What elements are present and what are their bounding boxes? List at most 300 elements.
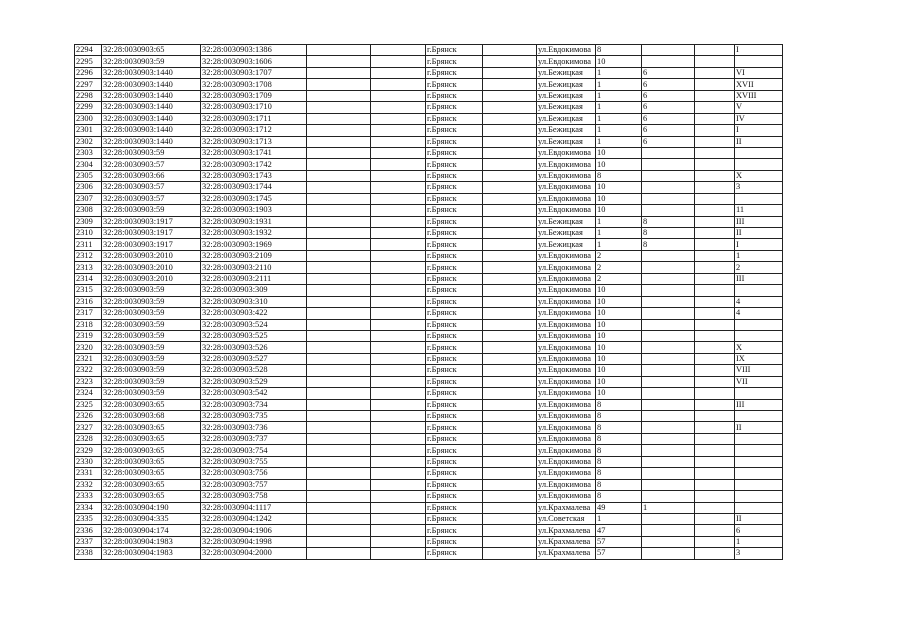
empty-cell-a <box>307 250 371 261</box>
city-cell: г.Брянск <box>426 319 483 330</box>
empty-cell-c <box>483 182 537 193</box>
empty-cell-b <box>371 433 426 444</box>
empty-cell-b <box>371 319 426 330</box>
city-cell: г.Брянск <box>426 388 483 399</box>
city-cell: г.Брянск <box>426 365 483 376</box>
row-number-cell: 2335 <box>75 513 102 524</box>
empty-cell-b <box>371 411 426 422</box>
parent-cadastral-number-cell: 32:28:0030903:1440 <box>102 79 201 90</box>
table-row <box>75 308 783 319</box>
register-table <box>74 44 783 560</box>
apartment-cell <box>735 285 783 296</box>
parent-cadastral-number-cell: 32:28:0030903:65 <box>102 433 201 444</box>
cadastral-number-cell: 32:28:0030903:754 <box>201 445 307 456</box>
cadastral-number-cell: 32:28:0030903:2110 <box>201 262 307 273</box>
parent-cadastral-number-cell: 32:28:0030903:59 <box>102 388 201 399</box>
row-number-cell: 2318 <box>75 319 102 330</box>
empty-cell-a <box>307 113 371 124</box>
empty-cell-c <box>483 159 537 170</box>
city-cell: г.Брянск <box>426 262 483 273</box>
empty-cell-b <box>371 376 426 387</box>
house-number-cell: 47 <box>596 525 642 536</box>
empty-cell-a <box>307 479 371 490</box>
cadastral-number-cell: 32:28:0030903:2111 <box>201 273 307 284</box>
empty-cell-c <box>483 67 537 78</box>
empty-cell-a <box>307 205 371 216</box>
table-row <box>75 433 783 444</box>
parent-cadastral-number-cell: 32:28:0030903:65 <box>102 445 201 456</box>
row-number-cell: 2302 <box>75 136 102 147</box>
empty-cell-a <box>307 67 371 78</box>
city-cell: г.Брянск <box>426 525 483 536</box>
parent-cadastral-number-cell: 32:28:0030903:66 <box>102 170 201 181</box>
empty-cell-a <box>307 308 371 319</box>
table-row <box>75 285 783 296</box>
city-cell: г.Брянск <box>426 205 483 216</box>
parent-cadastral-number-cell: 32:28:0030903:2010 <box>102 250 201 261</box>
building-number-cell <box>642 308 695 319</box>
empty-cell-a <box>307 411 371 422</box>
house-number-cell: 10 <box>596 147 642 158</box>
city-cell: г.Брянск <box>426 159 483 170</box>
cadastral-number-cell: 32:28:0030903:1712 <box>201 125 307 136</box>
apartment-cell: I <box>735 125 783 136</box>
cadastral-number-cell: 32:28:0030903:755 <box>201 456 307 467</box>
cadastral-number-cell: 32:28:0030903:1931 <box>201 216 307 227</box>
cadastral-number-cell: 32:28:0030903:542 <box>201 388 307 399</box>
empty-cell-d <box>695 388 735 399</box>
parent-cadastral-number-cell: 32:28:0030903:65 <box>102 456 201 467</box>
cadastral-number-cell: 32:28:0030904:1242 <box>201 513 307 524</box>
city-cell: г.Брянск <box>426 90 483 101</box>
empty-cell-a <box>307 456 371 467</box>
empty-cell-c <box>483 491 537 502</box>
apartment-cell <box>735 193 783 204</box>
empty-cell-c <box>483 228 537 239</box>
city-cell: г.Брянск <box>426 170 483 181</box>
empty-cell-d <box>695 182 735 193</box>
building-number-cell <box>642 433 695 444</box>
cadastral-number-cell: 32:28:0030903:526 <box>201 342 307 353</box>
cadastral-number-cell: 32:28:0030903:1713 <box>201 136 307 147</box>
street-cell: ул.Евдокимова <box>537 376 596 387</box>
empty-cell-d <box>695 250 735 261</box>
empty-cell-c <box>483 79 537 90</box>
table-row <box>75 525 783 536</box>
street-cell: ул.Евдокимова <box>537 445 596 456</box>
house-number-cell: 1 <box>596 228 642 239</box>
empty-cell-a <box>307 525 371 536</box>
apartment-cell <box>735 445 783 456</box>
building-number-cell <box>642 45 695 56</box>
building-number-cell <box>642 456 695 467</box>
table-row <box>75 411 783 422</box>
table-row <box>75 353 783 364</box>
parent-cadastral-number-cell: 32:28:0030903:65 <box>102 468 201 479</box>
empty-cell-a <box>307 170 371 181</box>
empty-cell-a <box>307 548 371 559</box>
row-number-cell: 2295 <box>75 56 102 67</box>
building-number-cell <box>642 536 695 547</box>
parent-cadastral-number-cell: 32:28:0030903:59 <box>102 319 201 330</box>
empty-cell-a <box>307 330 371 341</box>
cadastral-number-cell: 32:28:0030903:737 <box>201 433 307 444</box>
parent-cadastral-number-cell: 32:28:0030903:57 <box>102 159 201 170</box>
row-number-cell: 2319 <box>75 330 102 341</box>
street-cell: ул.Бежицкая <box>537 228 596 239</box>
apartment-cell <box>735 388 783 399</box>
street-cell: ул.Евдокимова <box>537 285 596 296</box>
street-cell: ул.Евдокимова <box>537 330 596 341</box>
house-number-cell: 1 <box>596 113 642 124</box>
table-row <box>75 422 783 433</box>
street-cell: ул.Евдокимова <box>537 193 596 204</box>
empty-cell-b <box>371 548 426 559</box>
apartment-cell: 1 <box>735 536 783 547</box>
empty-cell-c <box>483 422 537 433</box>
city-cell: г.Брянск <box>426 513 483 524</box>
empty-cell-d <box>695 330 735 341</box>
row-number-cell: 2338 <box>75 548 102 559</box>
street-cell: ул.Евдокимова <box>537 205 596 216</box>
parent-cadastral-number-cell: 32:28:0030903:59 <box>102 205 201 216</box>
building-number-cell <box>642 388 695 399</box>
table-row <box>75 502 783 513</box>
house-number-cell: 10 <box>596 319 642 330</box>
table-row <box>75 273 783 284</box>
house-number-cell: 10 <box>596 353 642 364</box>
building-number-cell: 6 <box>642 102 695 113</box>
table-row <box>75 319 783 330</box>
table-row <box>75 90 783 101</box>
empty-cell-d <box>695 102 735 113</box>
table-row <box>75 342 783 353</box>
building-number-cell <box>642 319 695 330</box>
empty-cell-a <box>307 353 371 364</box>
apartment-cell <box>735 56 783 67</box>
empty-cell-a <box>307 125 371 136</box>
row-number-cell: 2309 <box>75 216 102 227</box>
table-row <box>75 536 783 547</box>
empty-cell-a <box>307 433 371 444</box>
cadastral-number-cell: 32:28:0030903:1707 <box>201 67 307 78</box>
empty-cell-a <box>307 319 371 330</box>
empty-cell-d <box>695 170 735 181</box>
street-cell: ул.Бежицкая <box>537 125 596 136</box>
apartment-cell: 3 <box>735 548 783 559</box>
street-cell: ул.Бежицкая <box>537 239 596 250</box>
empty-cell-a <box>307 159 371 170</box>
row-number-cell: 2322 <box>75 365 102 376</box>
empty-cell-b <box>371 239 426 250</box>
building-number-cell <box>642 182 695 193</box>
building-number-cell <box>642 170 695 181</box>
empty-cell-c <box>483 205 537 216</box>
empty-cell-b <box>371 285 426 296</box>
apartment-cell: V <box>735 102 783 113</box>
city-cell: г.Брянск <box>426 376 483 387</box>
row-number-cell: 2305 <box>75 170 102 181</box>
city-cell: г.Брянск <box>426 468 483 479</box>
building-number-cell <box>642 525 695 536</box>
row-number-cell: 2312 <box>75 250 102 261</box>
cadastral-number-cell: 32:28:0030903:736 <box>201 422 307 433</box>
street-cell: ул.Бежицкая <box>537 113 596 124</box>
empty-cell-b <box>371 388 426 399</box>
city-cell: г.Брянск <box>426 296 483 307</box>
table-row <box>75 45 783 56</box>
apartment-cell: VII <box>735 376 783 387</box>
street-cell: ул.Евдокимова <box>537 353 596 364</box>
street-cell: ул.Евдокимова <box>537 388 596 399</box>
street-cell: ул.Евдокимова <box>537 250 596 261</box>
street-cell: ул.Евдокимова <box>537 170 596 181</box>
cadastral-number-cell: 32:28:0030903:1606 <box>201 56 307 67</box>
house-number-cell: 10 <box>596 205 642 216</box>
house-number-cell: 8 <box>596 170 642 181</box>
house-number-cell: 8 <box>596 399 642 410</box>
parent-cadastral-number-cell: 32:28:0030903:2010 <box>102 262 201 273</box>
empty-cell-c <box>483 239 537 250</box>
apartment-cell <box>735 456 783 467</box>
empty-cell-a <box>307 56 371 67</box>
empty-cell-a <box>307 136 371 147</box>
row-number-cell: 2300 <box>75 113 102 124</box>
house-number-cell: 1 <box>596 125 642 136</box>
cadastral-number-cell: 32:28:0030903:2109 <box>201 250 307 261</box>
empty-cell-c <box>483 285 537 296</box>
empty-cell-a <box>307 45 371 56</box>
parent-cadastral-number-cell: 32:28:0030903:59 <box>102 147 201 158</box>
empty-cell-c <box>483 376 537 387</box>
city-cell: г.Брянск <box>426 193 483 204</box>
empty-cell-b <box>371 113 426 124</box>
building-number-cell <box>642 399 695 410</box>
table-row <box>75 136 783 147</box>
street-cell: ул.Крахмалева <box>537 502 596 513</box>
empty-cell-d <box>695 239 735 250</box>
empty-cell-c <box>483 136 537 147</box>
street-cell: ул.Советская <box>537 513 596 524</box>
parent-cadastral-number-cell: 32:28:0030903:59 <box>102 353 201 364</box>
empty-cell-d <box>695 113 735 124</box>
parent-cadastral-number-cell: 32:28:0030903:1440 <box>102 113 201 124</box>
empty-cell-b <box>371 250 426 261</box>
city-cell: г.Брянск <box>426 548 483 559</box>
empty-cell-a <box>307 296 371 307</box>
empty-cell-d <box>695 79 735 90</box>
row-number-cell: 2315 <box>75 285 102 296</box>
city-cell: г.Брянск <box>426 285 483 296</box>
building-number-cell <box>642 376 695 387</box>
apartment-cell: II <box>735 422 783 433</box>
empty-cell-c <box>483 456 537 467</box>
row-number-cell: 2303 <box>75 147 102 158</box>
empty-cell-c <box>483 342 537 353</box>
street-cell: ул.Бежицкая <box>537 79 596 90</box>
table-row <box>75 147 783 158</box>
table-row <box>75 330 783 341</box>
empty-cell-c <box>483 513 537 524</box>
building-number-cell <box>642 353 695 364</box>
empty-cell-d <box>695 216 735 227</box>
table-row <box>75 67 783 78</box>
street-cell: ул.Евдокимова <box>537 479 596 490</box>
apartment-cell <box>735 433 783 444</box>
cadastral-number-cell: 32:28:0030903:1744 <box>201 182 307 193</box>
empty-cell-b <box>371 502 426 513</box>
building-number-cell <box>642 262 695 273</box>
city-cell: г.Брянск <box>426 56 483 67</box>
empty-cell-b <box>371 468 426 479</box>
house-number-cell: 1 <box>596 102 642 113</box>
cadastral-number-cell: 32:28:0030903:309 <box>201 285 307 296</box>
apartment-cell <box>735 468 783 479</box>
row-number-cell: 2337 <box>75 536 102 547</box>
street-cell: ул.Евдокимова <box>537 273 596 284</box>
empty-cell-d <box>695 136 735 147</box>
empty-cell-a <box>307 422 371 433</box>
parent-cadastral-number-cell: 32:28:0030903:1917 <box>102 228 201 239</box>
city-cell: г.Брянск <box>426 136 483 147</box>
row-number-cell: 2333 <box>75 491 102 502</box>
row-number-cell: 2306 <box>75 182 102 193</box>
empty-cell-d <box>695 445 735 456</box>
house-number-cell: 2 <box>596 273 642 284</box>
apartment-cell <box>735 502 783 513</box>
building-number-cell <box>642 330 695 341</box>
empty-cell-c <box>483 479 537 490</box>
street-cell: ул.Евдокимова <box>537 411 596 422</box>
empty-cell-a <box>307 513 371 524</box>
city-cell: г.Брянск <box>426 102 483 113</box>
empty-cell-c <box>483 525 537 536</box>
empty-cell-d <box>695 262 735 273</box>
parent-cadastral-number-cell: 32:28:0030903:59 <box>102 296 201 307</box>
building-number-cell: 6 <box>642 136 695 147</box>
empty-cell-d <box>695 536 735 547</box>
building-number-cell: 8 <box>642 216 695 227</box>
row-number-cell: 2316 <box>75 296 102 307</box>
empty-cell-d <box>695 502 735 513</box>
empty-cell-b <box>371 479 426 490</box>
parent-cadastral-number-cell: 32:28:0030904:335 <box>102 513 201 524</box>
row-number-cell: 2296 <box>75 67 102 78</box>
house-number-cell: 2 <box>596 250 642 261</box>
empty-cell-d <box>695 125 735 136</box>
apartment-cell: I <box>735 239 783 250</box>
cadastral-number-cell: 32:28:0030903:1743 <box>201 170 307 181</box>
city-cell: г.Брянск <box>426 342 483 353</box>
row-number-cell: 2325 <box>75 399 102 410</box>
apartment-cell: 2 <box>735 262 783 273</box>
table-row <box>75 250 783 261</box>
street-cell: ул.Евдокимова <box>537 147 596 158</box>
empty-cell-b <box>371 228 426 239</box>
cadastral-number-cell: 32:28:0030903:734 <box>201 399 307 410</box>
house-number-cell: 57 <box>596 548 642 559</box>
city-cell: г.Брянск <box>426 125 483 136</box>
empty-cell-b <box>371 491 426 502</box>
empty-cell-a <box>307 193 371 204</box>
table-row <box>75 113 783 124</box>
empty-cell-c <box>483 170 537 181</box>
table-row <box>75 79 783 90</box>
street-cell: ул.Крахмалева <box>537 536 596 547</box>
house-number-cell: 10 <box>596 365 642 376</box>
house-number-cell: 8 <box>596 45 642 56</box>
empty-cell-d <box>695 205 735 216</box>
building-number-cell <box>642 445 695 456</box>
empty-cell-c <box>483 399 537 410</box>
row-number-cell: 2332 <box>75 479 102 490</box>
cadastral-number-cell: 32:28:0030903:1711 <box>201 113 307 124</box>
apartment-cell <box>735 147 783 158</box>
empty-cell-c <box>483 273 537 284</box>
apartment-cell: IX <box>735 353 783 364</box>
cadastral-number-cell: 32:28:0030903:1742 <box>201 159 307 170</box>
empty-cell-d <box>695 273 735 284</box>
empty-cell-d <box>695 45 735 56</box>
empty-cell-d <box>695 228 735 239</box>
empty-cell-c <box>483 45 537 56</box>
street-cell: ул.Евдокимова <box>537 296 596 307</box>
row-number-cell: 2310 <box>75 228 102 239</box>
table-row <box>75 228 783 239</box>
empty-cell-a <box>307 468 371 479</box>
street-cell: ул.Евдокимова <box>537 399 596 410</box>
house-number-cell: 2 <box>596 262 642 273</box>
house-number-cell: 1 <box>596 90 642 101</box>
empty-cell-b <box>371 262 426 273</box>
apartment-cell: 4 <box>735 296 783 307</box>
house-number-cell: 1 <box>596 67 642 78</box>
empty-cell-d <box>695 422 735 433</box>
house-number-cell: 10 <box>596 388 642 399</box>
table-row <box>75 262 783 273</box>
house-number-cell: 57 <box>596 536 642 547</box>
empty-cell-d <box>695 67 735 78</box>
table-row <box>75 491 783 502</box>
house-number-cell: 10 <box>596 159 642 170</box>
parent-cadastral-number-cell: 32:28:0030904:174 <box>102 525 201 536</box>
empty-cell-b <box>371 456 426 467</box>
empty-cell-b <box>371 330 426 341</box>
empty-cell-d <box>695 193 735 204</box>
row-number-cell: 2308 <box>75 205 102 216</box>
empty-cell-d <box>695 296 735 307</box>
street-cell: ул.Евдокимова <box>537 56 596 67</box>
cadastral-number-cell: 32:28:0030903:527 <box>201 353 307 364</box>
street-cell: ул.Евдокимова <box>537 159 596 170</box>
building-number-cell <box>642 468 695 479</box>
building-number-cell: 8 <box>642 228 695 239</box>
street-cell: ул.Крахмалева <box>537 525 596 536</box>
apartment-cell: XVIII <box>735 90 783 101</box>
apartment-cell: 1 <box>735 250 783 261</box>
street-cell: ул.Евдокимова <box>537 365 596 376</box>
street-cell: ул.Евдокимова <box>537 45 596 56</box>
table-row <box>75 479 783 490</box>
empty-cell-a <box>307 445 371 456</box>
building-number-cell <box>642 250 695 261</box>
empty-cell-b <box>371 525 426 536</box>
empty-cell-a <box>307 216 371 227</box>
parent-cadastral-number-cell: 32:28:0030903:1440 <box>102 125 201 136</box>
parent-cadastral-number-cell: 32:28:0030903:65 <box>102 399 201 410</box>
empty-cell-b <box>371 353 426 364</box>
city-cell: г.Брянск <box>426 216 483 227</box>
